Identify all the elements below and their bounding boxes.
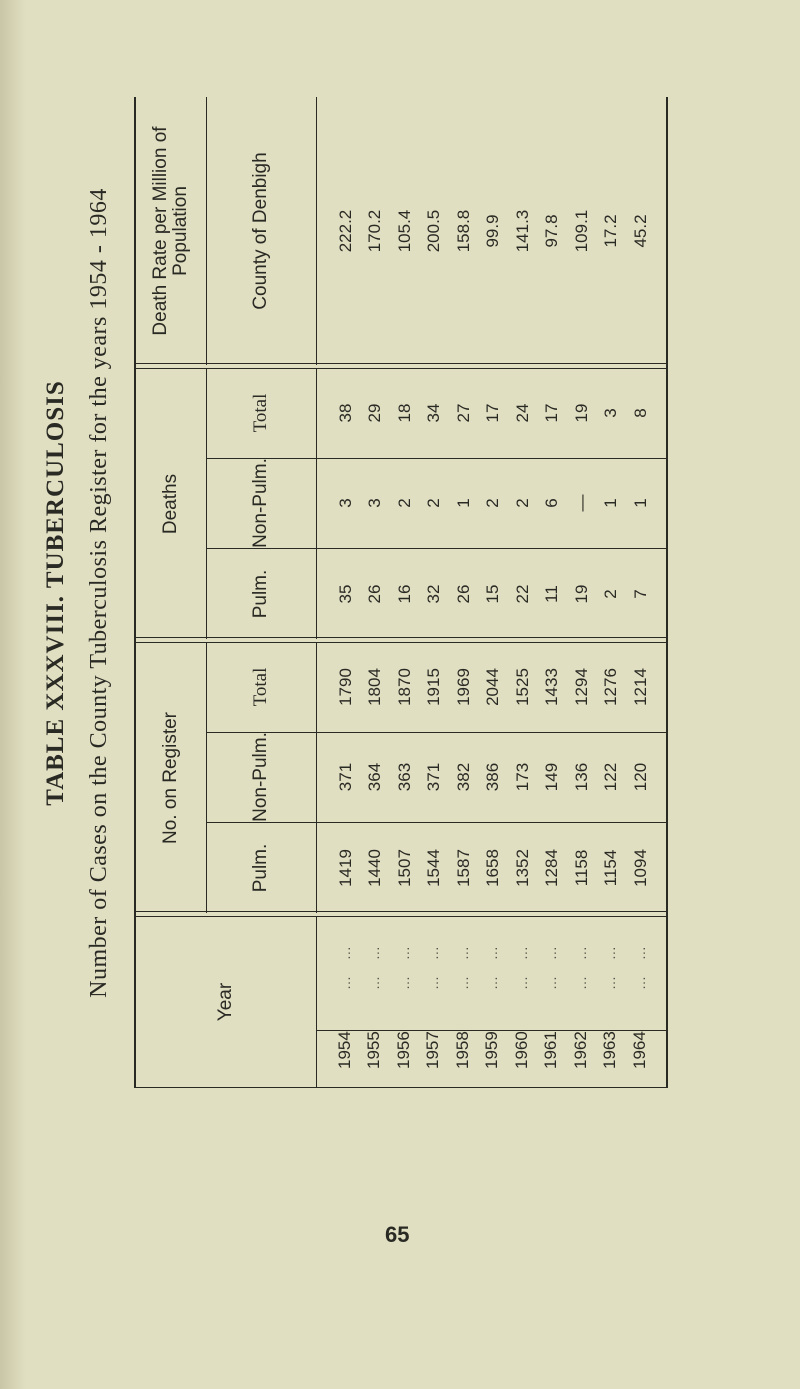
table-cell-reg-nonpulm: 371 (335, 762, 355, 792)
table-cell-d-pulm: 26 (453, 584, 473, 604)
table-cell-rate: 170.2 (365, 209, 385, 253)
deaths-group (136, 369, 666, 639)
table-cell-reg-pulm: 1094 (630, 849, 650, 887)
table-cell-d-total: 38 (335, 403, 355, 423)
table-cell-rate: 222.2 (335, 209, 355, 253)
death-rate-header: Death Rate per Million of Population (136, 97, 207, 365)
table-cell-d-total: 27 (453, 403, 473, 423)
table-cell-reg-pulm: 1440 (365, 849, 385, 887)
table-cell-d-total: 3 (601, 408, 621, 418)
table-cell-reg-nonpulm: 173 (512, 762, 532, 792)
year-label: 1955 (364, 1031, 384, 1069)
leader-dots: … … (366, 940, 383, 990)
table-cell-rate: 99.9 (483, 214, 503, 248)
table-cell-rate: 105.4 (394, 209, 414, 253)
year-label: 1964 (629, 1031, 649, 1069)
page-binding-shadow (0, 0, 26, 1389)
leader-dots: … … (631, 940, 648, 990)
table-cell-d-nonpulm: 6 (542, 498, 562, 508)
deaths-total-header: Total (206, 368, 317, 458)
table-cell-d-pulm: 26 (365, 584, 385, 604)
year-group (136, 917, 666, 1087)
rotated-page-content (42, 88, 650, 1098)
deaths-total-col (206, 368, 666, 459)
table-cell-reg-pulm: 1352 (512, 849, 532, 887)
table-cell-reg-pulm: 1658 (483, 849, 503, 887)
reg-total-col (206, 642, 666, 733)
table-cell-d-total: 29 (365, 403, 385, 423)
table-cell-d-pulm: 11 (542, 585, 562, 603)
year-label: 1960 (511, 1031, 531, 1069)
year-label: 1963 (600, 1031, 620, 1069)
year-label: 1962 (570, 1031, 590, 1069)
table-row-year (537, 917, 567, 1087)
table-cell-d-nonpulm: 3 (365, 498, 385, 508)
table-row-year (448, 917, 478, 1087)
table-cell-reg-total: 1790 (335, 668, 355, 706)
leader-dots: … … (543, 940, 560, 990)
table-cell-rate: 109.1 (571, 209, 591, 253)
table-cell-d-total: 34 (424, 403, 444, 423)
table-cell-rate: 200.5 (424, 209, 444, 253)
table-cell-reg-total: 1525 (512, 668, 532, 706)
county-denbigh-header: County of Denbigh (206, 97, 317, 365)
table-cell-d-nonpulm: 2 (512, 498, 532, 508)
table-cell-rate: 158.8 (453, 209, 473, 253)
deaths-pulm-header: Pulm. (206, 549, 317, 639)
table-cell-d-nonpulm: 3 (335, 498, 355, 508)
table-cell-reg-nonpulm: 371 (424, 762, 444, 792)
table-cell-d-pulm: 19 (571, 584, 591, 604)
leader-dots: … … (425, 940, 442, 990)
deaths-nonpulm-col (206, 458, 666, 549)
death-rate-group (136, 97, 666, 365)
year-cells (316, 917, 666, 1087)
leader-dots: … … (395, 940, 412, 990)
table-cell-reg-pulm: 1587 (453, 849, 473, 887)
table-cell-reg-total: 2044 (483, 668, 503, 706)
year-label: 1957 (423, 1031, 443, 1069)
table-cell-reg-total: 1969 (453, 668, 473, 706)
table-cell-reg-total: 1276 (601, 668, 621, 706)
table-cell-reg-nonpulm: 136 (571, 762, 591, 792)
reg-nonpulm-col (206, 732, 666, 823)
table-cell-d-total: 24 (512, 403, 532, 423)
table-row-year (419, 917, 449, 1087)
table-row-year (507, 917, 537, 1087)
leader-dots: … … (602, 940, 619, 990)
table-cell-d-nonpulm: 1 (630, 498, 650, 508)
leader-dots: … … (513, 940, 530, 990)
table-cell-d-nonpulm: 1 (601, 498, 621, 508)
year-label: 1956 (393, 1031, 413, 1069)
table-cell-reg-pulm: 1419 (335, 849, 355, 887)
table-subtitle: Number of Cases on the County Tuberculosis Register for the years 1954 - 1964 (86, 188, 112, 998)
year-label: 1954 (334, 1031, 354, 1069)
reg-pulm-header: Pulm. (206, 823, 317, 913)
leader-dots: … … (484, 940, 501, 990)
table-cell-d-pulm: 16 (394, 584, 414, 604)
page-number: 65 (385, 1222, 410, 1247)
year-label: 1958 (452, 1031, 472, 1069)
leader-dots: … … (572, 940, 589, 990)
tuberculosis-table (134, 97, 668, 1088)
table-cell-reg-pulm: 1544 (424, 849, 444, 887)
table-cell-d-total: 8 (630, 408, 650, 418)
table-cell-reg-total: 1214 (630, 668, 650, 706)
table-cell-d-total: 17 (483, 403, 503, 423)
table-cell-reg-total: 1804 (365, 668, 385, 706)
table-cell-d-pulm: 15 (483, 584, 503, 604)
table-cell-rate: 97.8 (542, 214, 562, 248)
table-cell-d-pulm: 32 (424, 584, 444, 604)
table-cell-d-total: 19 (571, 403, 591, 423)
year-label: 1961 (541, 1031, 561, 1069)
death-rate-col (206, 97, 666, 365)
register-group (136, 643, 666, 913)
reg-pulm-col (206, 823, 666, 913)
deaths-pulm-col (206, 549, 666, 639)
leader-dots: … … (454, 940, 471, 990)
table-row-year (625, 917, 655, 1087)
table-row-year (596, 917, 626, 1087)
table-cell-rate: 141.3 (512, 209, 532, 253)
table-cell-reg-nonpulm: 364 (365, 762, 385, 792)
table-cell-reg-nonpulm: 120 (630, 762, 650, 792)
year-header: Year (136, 917, 317, 1087)
table-cell-d-nonpulm: 2 (483, 498, 503, 508)
table-cell-d-nonpulm: 1 (453, 498, 473, 508)
deaths-nonpulm-header: Non-Pulm. (206, 458, 317, 548)
table-cell-rate: 45.2 (630, 214, 650, 248)
table-cell-reg-pulm: 1158 (571, 849, 591, 887)
table-cell-d-nonpulm: 2 (424, 498, 444, 508)
table-cell-d-total: 17 (542, 403, 562, 423)
year-label: 1959 (482, 1031, 502, 1069)
table-row-year (330, 917, 360, 1087)
table-cell-reg-total: 1294 (571, 668, 591, 706)
table-cell-reg-pulm: 1154 (601, 849, 621, 887)
table-cell-d-nonpulm: — (571, 494, 591, 512)
table-cell-d-total: 18 (394, 403, 414, 423)
table-cell-reg-pulm: 1284 (542, 849, 562, 887)
table-title: TABLE XXXVIII. TUBERCULOSIS (42, 380, 69, 806)
table-cell-reg-nonpulm: 122 (601, 762, 621, 792)
table-cell-d-nonpulm: 2 (394, 498, 414, 508)
table-cell-d-pulm: 35 (335, 584, 355, 604)
table-cell-reg-nonpulm: 149 (542, 762, 562, 792)
register-header: No. on Register (136, 643, 207, 913)
deaths-header: Deaths (136, 369, 207, 639)
table-cell-reg-total: 1433 (542, 668, 562, 706)
table-cell-d-pulm: 7 (630, 589, 650, 599)
table-row-year (478, 917, 508, 1087)
reg-total-header: Total (206, 642, 317, 732)
table-cell-d-pulm: 2 (601, 589, 621, 599)
table-cell-reg-total: 1870 (394, 668, 414, 706)
reg-nonpulm-header: Non-Pulm. (206, 732, 317, 822)
table-cell-reg-nonpulm: 382 (453, 762, 473, 792)
table-cell-reg-nonpulm: 363 (394, 762, 414, 792)
table-row-year (360, 917, 390, 1087)
table-cell-reg-nonpulm: 386 (483, 762, 503, 792)
leader-dots: … … (336, 940, 353, 990)
table-cell-reg-total: 1915 (424, 668, 444, 706)
table-cell-reg-pulm: 1507 (394, 849, 414, 887)
table-row-year (389, 917, 419, 1087)
table-row-year (566, 917, 596, 1087)
table-cell-rate: 17.2 (601, 214, 621, 248)
table-cell-d-pulm: 22 (512, 584, 532, 604)
